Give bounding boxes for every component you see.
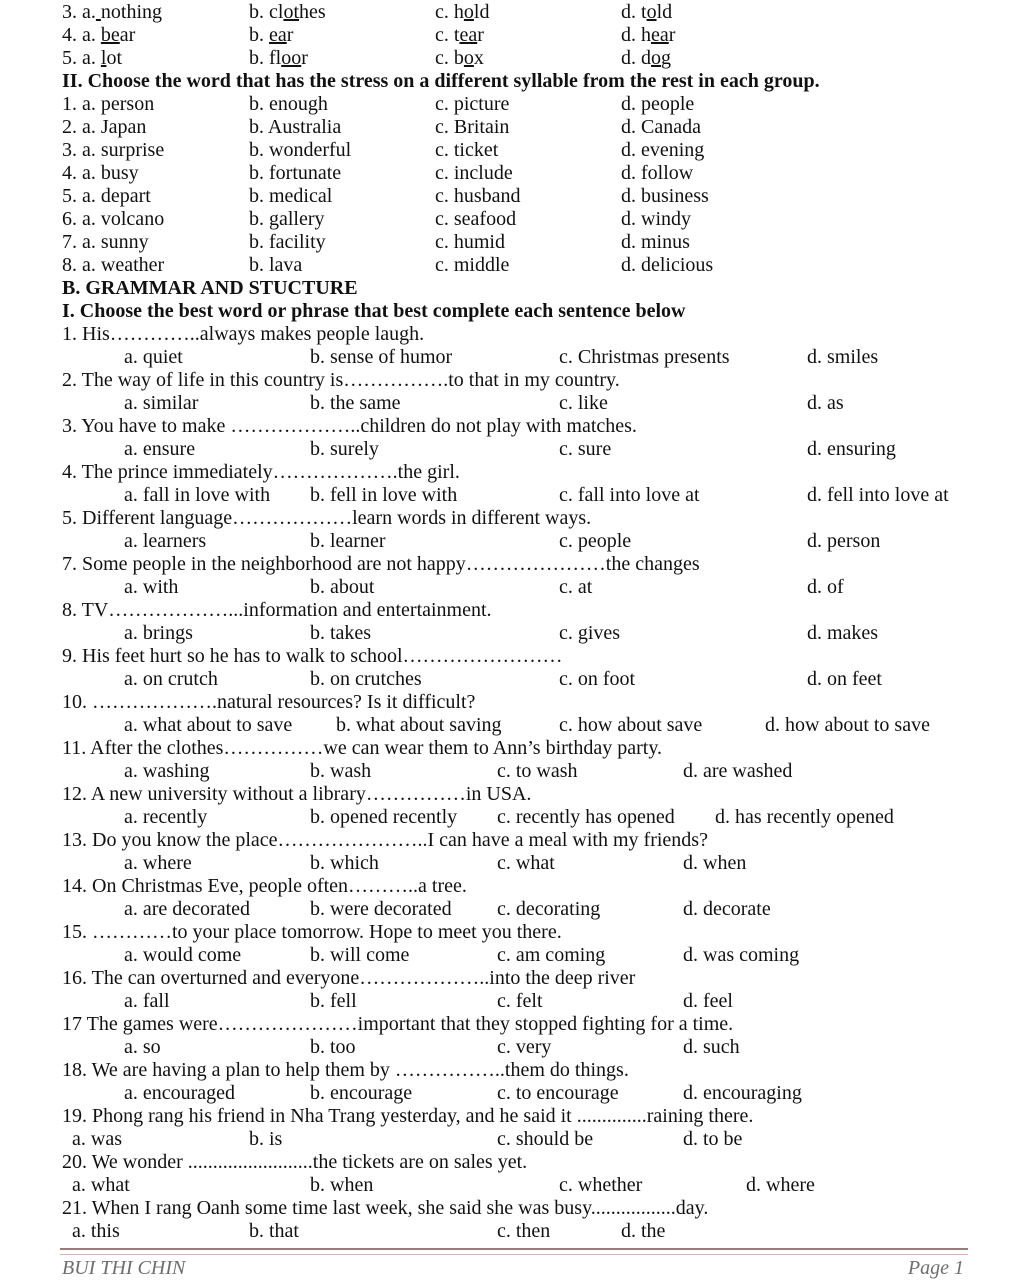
question-stem: 15. …………to your place tomorrow. Hope to meet you there. [62, 921, 562, 943]
answer-option-a: a. so [124, 1036, 161, 1058]
answer-option-a: a. similar [124, 392, 199, 414]
answer-option-b: b. takes [310, 622, 372, 644]
option-a: 2. a. Japan [62, 116, 147, 138]
answer-option-b: b. too [310, 1036, 356, 1058]
underlined-sound: o [463, 47, 474, 69]
answer-options [62, 944, 972, 967]
answer-option-b: b. is [249, 1128, 283, 1150]
question-text [62, 921, 972, 944]
answer-option-c: c. to wash [497, 760, 578, 782]
question-stem: 10. ……………….natural resources? Is it difficult? [62, 691, 476, 713]
answer-option-c: c. should be [497, 1128, 594, 1150]
option-a: 1. a. person [62, 93, 155, 115]
option-c: c. seafood [435, 208, 517, 230]
underlined-sound: oo [281, 47, 302, 69]
question-stem: 16. The can overturned and everyone………………..into the deep river [62, 967, 636, 989]
option-a: 4. a. busy [62, 162, 139, 184]
answer-option-d: d. where [746, 1174, 815, 1196]
worksheet [62, 1, 972, 1243]
answer-option-b: b. fell [310, 990, 357, 1012]
option-d: d. delicious [621, 254, 714, 276]
option-c: c. hold [435, 1, 490, 23]
answer-option-c: c. Christmas presents [559, 346, 730, 368]
question-stem: 17 The games were…………………important that they stopped fighting for a time. [62, 1013, 734, 1035]
answer-option-b: b. sense of humor [310, 346, 453, 368]
question-text [62, 507, 972, 530]
underlined-sound: be [100, 24, 120, 46]
question-stem: 2. The way of life in this country is…………….to that in my country. [62, 369, 620, 391]
answer-options [62, 1174, 972, 1197]
question-text [62, 553, 972, 576]
underlined-sound: l [100, 47, 107, 69]
question-text [62, 967, 972, 990]
question-stem: 4. The prince immediately……………….the girl. [62, 461, 460, 483]
option-a: 8. a. weather [62, 254, 165, 276]
answer-option-c: c. very [497, 1036, 552, 1058]
option-a: 7. a. sunny [62, 231, 149, 253]
option-b: b. floor [249, 47, 308, 69]
answer-option-d: d. person [807, 530, 881, 552]
answer-option-b: b. learner [310, 530, 386, 552]
answer-option-c: c. then [497, 1220, 551, 1242]
stress-row [62, 208, 972, 231]
answer-option-d: d. to be [683, 1128, 743, 1150]
option-c: c. box [435, 47, 484, 69]
answer-option-d: d. how about to save [765, 714, 930, 736]
underlined-sound: ot [283, 1, 299, 23]
option-b: b. gallery [249, 208, 325, 230]
underlined-sound: o [646, 1, 657, 23]
answer-option-b: b. surely [310, 438, 379, 460]
answer-options [62, 668, 972, 691]
question-text [62, 1013, 972, 1036]
answer-option-a: a. fall [124, 990, 170, 1012]
question-stem: 3. You have to make ………………..children do not play with matches. [62, 415, 637, 437]
option-d: d. follow [621, 162, 694, 184]
question-stem: 7. Some people in the neighborhood are not happy…………………the changes [62, 553, 700, 575]
stress-section [62, 93, 972, 277]
option-b: b. lava [249, 254, 303, 276]
answer-option-a: a. encouraged [124, 1082, 236, 1104]
option-d: d. told [621, 1, 673, 23]
answer-option-a: a. with [124, 576, 179, 598]
answer-options [62, 1220, 972, 1243]
question-text [62, 461, 972, 484]
answer-option-c: c. decorating [497, 898, 601, 920]
answer-option-a: a. this [72, 1220, 120, 1242]
answer-option-c: c. whether [559, 1174, 643, 1196]
question-stem: 5. Different language………………learn words in different ways. [62, 507, 592, 529]
grammar-section-title: B. GRAMMAR AND STUCTURE [62, 277, 358, 299]
answer-options [62, 898, 972, 921]
stress-row [62, 231, 972, 254]
answer-option-d: d. the [621, 1220, 666, 1242]
answer-option-c: c. to encourage [497, 1082, 619, 1104]
question-text [62, 737, 972, 760]
pronunciation-row [62, 47, 972, 70]
answer-options [62, 1128, 972, 1151]
underlined-sound: ea [651, 24, 669, 46]
question-stem: 21. When I rang Oanh some time last week, she said she was busy.................day. [62, 1197, 709, 1219]
answer-option-c: c. like [559, 392, 608, 414]
option-d: d. evening [621, 139, 705, 161]
footer-divider [60, 1248, 968, 1255]
question-text [62, 829, 972, 852]
answer-option-a: a. what [72, 1174, 130, 1196]
option-a: 3. a. surprise [62, 139, 165, 161]
pronunciation-row [62, 1, 972, 24]
answer-option-b: b. opened recently [310, 806, 458, 828]
option-b: b. Australia [249, 116, 342, 138]
footer-author: BUI THI CHIN [62, 1257, 186, 1279]
option-d: d. Canada [621, 116, 701, 138]
answer-option-c: c. recently has opened [497, 806, 675, 828]
option-a: 5. a. depart [62, 185, 151, 207]
answer-option-a: a. was [72, 1128, 122, 1150]
option-c: c. Britain [435, 116, 510, 138]
answer-options [62, 576, 972, 599]
grammar-heading: I. Choose the best word or phrase that best complete each sentence below [62, 300, 686, 322]
answer-option-d: d. when [683, 852, 747, 874]
answer-option-b: b. on crutches [310, 668, 422, 690]
option-c: c. include [435, 162, 513, 184]
underlined-sound: o [463, 1, 474, 23]
answer-option-a: a. on crutch [124, 668, 218, 690]
question-text [62, 645, 972, 668]
answer-option-a: a. ensure [124, 438, 196, 460]
option-b: b. medical [249, 185, 333, 207]
answer-option-d: d. has recently opened [715, 806, 894, 828]
question-text [62, 1151, 972, 1174]
answer-option-b: b. that [249, 1220, 299, 1242]
grammar-questions [62, 323, 972, 1243]
answer-option-c: c. on foot [559, 668, 636, 690]
pronunciation-section [62, 1, 972, 70]
stress-row [62, 116, 972, 139]
answer-options [62, 990, 972, 1013]
question-text [62, 783, 972, 806]
answer-option-a: a. brings [124, 622, 193, 644]
question-text [62, 691, 972, 714]
answer-options [62, 530, 972, 553]
option-d: d. people [621, 93, 695, 115]
answer-option-d: d. encouraging [683, 1082, 802, 1104]
option-d: d. hear [621, 24, 676, 46]
question-text [62, 369, 972, 392]
stress-row [62, 254, 972, 277]
answer-option-b: b. the same [310, 392, 401, 414]
answer-options [62, 1082, 972, 1105]
answer-option-c: c. am coming [497, 944, 606, 966]
answer-option-c: c. gives [559, 622, 621, 644]
question-text [62, 1197, 972, 1220]
question-stem: 14. On Christmas Eve, people often………..a tree. [62, 875, 467, 897]
answer-option-a: a. recently [124, 806, 208, 828]
answer-option-b: b. fell in love with [310, 484, 458, 506]
answer-option-d: d. are washed [683, 760, 793, 782]
underlined-sound: o [651, 47, 661, 69]
answer-options [62, 760, 972, 783]
answer-option-d: d. was coming [683, 944, 800, 966]
option-b: b. wonderful [249, 139, 352, 161]
option-c: c. picture [435, 93, 510, 115]
question-stem: 8. TV………………...information and entertainment. [62, 599, 492, 621]
answer-option-a: a. quiet [124, 346, 183, 368]
option-b: b. clothes [249, 1, 326, 23]
option-b: b. ear [249, 24, 294, 46]
question-text [62, 1105, 972, 1128]
option-b: b. fortunate [249, 162, 342, 184]
answer-option-c: c. sure [559, 438, 612, 460]
option-d: d. minus [621, 231, 690, 253]
answer-options [62, 806, 972, 829]
question-text [62, 415, 972, 438]
option-c: c. humid [435, 231, 505, 253]
answer-option-d: d. fell into love at [807, 484, 949, 506]
answer-option-b: b. encourage [310, 1082, 413, 1104]
question-stem: 1. His…………..always makes people laugh. [62, 323, 425, 345]
answer-option-a: a. learners [124, 530, 207, 552]
answer-option-d: d. ensuring [807, 438, 896, 460]
answer-option-c: c. felt [497, 990, 543, 1012]
question-stem: 11. After the clothes……………we can wear them to Ann’s birthday party. [62, 737, 663, 759]
question-stem: 12. A new university without a library……………in USA. [62, 783, 532, 805]
option-d: d. windy [621, 208, 691, 230]
answer-options [62, 392, 972, 415]
answer-option-d: d. of [807, 576, 844, 598]
answer-option-a: a. fall in love with [124, 484, 271, 506]
answer-option-a: a. washing [124, 760, 210, 782]
answer-option-c: c. fall into love at [559, 484, 700, 506]
question-text [62, 323, 972, 346]
answer-option-b: b. what about saving [336, 714, 502, 736]
answer-option-d: d. such [683, 1036, 740, 1058]
answer-options [62, 438, 972, 461]
stress-row [62, 185, 972, 208]
answer-option-c: c. how about save [559, 714, 703, 736]
underlined-sound: ea [269, 24, 287, 46]
option-c: c. middle [435, 254, 510, 276]
answer-option-c: c. at [559, 576, 593, 598]
answer-option-d: d. smiles [807, 346, 879, 368]
option-a: 6. a. volcano [62, 208, 165, 230]
stress-row [62, 93, 972, 116]
option-a: 4. a. bear [62, 24, 136, 46]
answer-option-b: b. which [310, 852, 379, 874]
answer-option-d: d. on feet [807, 668, 882, 690]
answer-option-b: b. were decorated [310, 898, 452, 920]
question-stem: 19. Phong rang his friend in Nha Trang yesterday, and he said it ..............raining there. [62, 1105, 754, 1127]
answer-options [62, 346, 972, 369]
answer-option-b: b. when [310, 1174, 374, 1196]
option-b: b. enough [249, 93, 328, 115]
answer-options [62, 852, 972, 875]
option-c: c. ticket [435, 139, 499, 161]
stress-row [62, 162, 972, 185]
option-c: c. husband [435, 185, 521, 207]
stress-row [62, 139, 972, 162]
question-stem: 20. We wonder .........................the tickets are on sales yet. [62, 1151, 528, 1173]
answer-option-a: a. where [124, 852, 192, 874]
question-stem: 18. We are having a plan to help them by ……………..them do things. [62, 1059, 629, 1081]
answer-option-a: a. are decorated [124, 898, 251, 920]
option-d: d. dog [621, 47, 671, 69]
question-stem: 9. His feet hurt so he has to walk to school…………………… [62, 645, 563, 667]
question-text [62, 875, 972, 898]
pronunciation-row [62, 24, 972, 47]
answer-option-b: b. about [310, 576, 375, 598]
answer-options [62, 1036, 972, 1059]
question-text [62, 1059, 972, 1082]
stress-heading: II. Choose the word that has the stress on a different syllable from the rest in each group. [62, 70, 820, 92]
footer-page-number: Page 1 [907, 1257, 964, 1279]
answer-option-d: d. decorate [683, 898, 771, 920]
answer-option-b: b. wash [310, 760, 372, 782]
answer-option-d: d. makes [807, 622, 879, 644]
answer-options [62, 714, 972, 737]
question-text [62, 599, 972, 622]
answer-option-d: d. as [807, 392, 844, 414]
answer-option-c: c. people [559, 530, 632, 552]
answer-options [62, 484, 972, 507]
option-b: b. facility [249, 231, 326, 253]
answer-option-a: a. what about to save [124, 714, 293, 736]
answer-option-b: b. will come [310, 944, 410, 966]
option-d: d. business [621, 185, 709, 207]
answer-option-d: d. feel [683, 990, 733, 1012]
option-a: 5. a. lot [62, 47, 123, 69]
question-stem: 13. Do you know the place…………………..I can have a meal with my friends? [62, 829, 708, 851]
option-a: 3. a. nothing [62, 1, 163, 23]
answer-option-c: c. what [497, 852, 555, 874]
underlined-sound: ea [459, 24, 478, 46]
underlined-sound [96, 1, 101, 23]
answer-option-a: a. would come [124, 944, 242, 966]
answer-options [62, 622, 972, 645]
option-c: c. tear [435, 24, 484, 46]
